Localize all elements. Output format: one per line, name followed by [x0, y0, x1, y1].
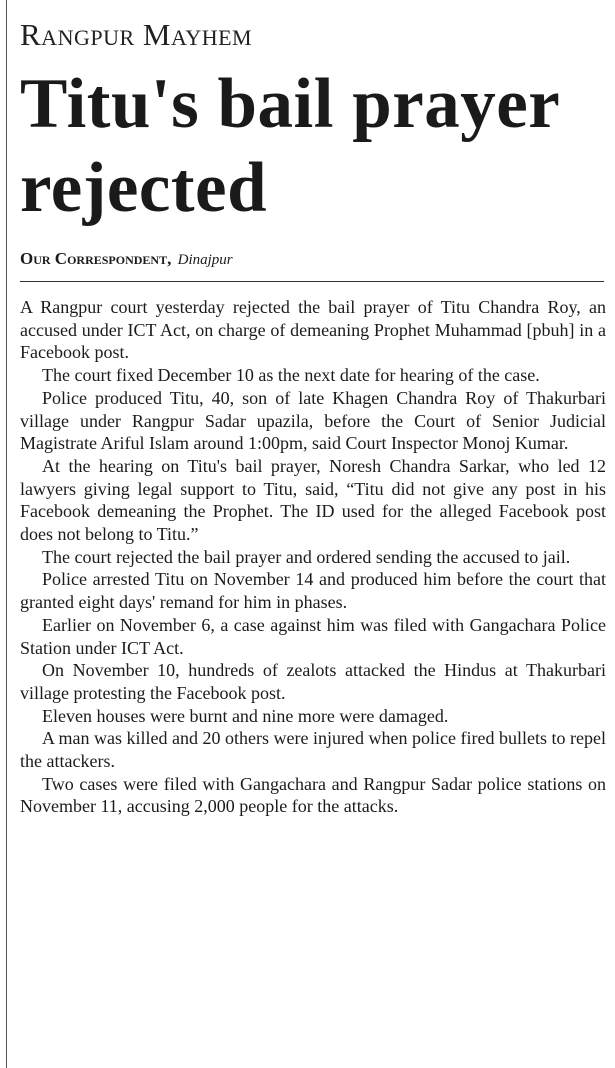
- news-article: [20, 0, 606, 818]
- body-paragraph: Police produced Titu, 40, son of late Khagen Chandra Roy of Thakurbari village under Rangpur Sadar upazila, before the Court of Senior Judicial Magistrate Ariful Islam around 1:00pm, said Court Inspector Monoj Kumar.: [20, 387, 606, 454]
- article-byline: [20, 248, 606, 271]
- body-paragraph: At the hearing on Titu's bail prayer, Noresh Chandra Sarkar, who led 12 lawyers giving legal support to Titu, said, “Titu did not give any post in his Facebook demeaning the Prophet. The ID used for the alleged Facebook post does not belong to Titu.”: [20, 455, 606, 545]
- headline-line-1: Titu's bail prayer: [20, 65, 561, 143]
- byline-location: Dinajpur: [177, 252, 233, 268]
- body-paragraph: A Rangpur court yesterday rejected the bail prayer of Titu Chandra Roy, an accused under ICT Act, on charge of demeaning Prophet Muhammad [pbuh] in a Facebook post.: [20, 297, 606, 363]
- body-paragraph: On November 10, hundreds of zealots attacked the Hindus at Thakurbari village protesting the Facebook post.: [20, 660, 606, 703]
- body-paragraph: Eleven houses were burnt and nine more were damaged.: [42, 705, 449, 726]
- headline-line-2: rejected: [20, 149, 268, 227]
- column-left-rule: [6, 0, 7, 1068]
- body-paragraph: Two cases were filed with Gangachara and Rangpur Sadar police stations on November 11, accusing 2,000 people for the attacks.: [20, 773, 606, 817]
- article-headline: [20, 62, 606, 230]
- body-paragraph: A man was killed and 20 others were injured when police fired bullets to repel the attackers.: [20, 728, 606, 772]
- body-paragraph: Police arrested Titu on November 14 and produced him before the court that granted eight days' remand for him in phases.: [20, 569, 606, 613]
- byline-author: Our Correspondent,: [20, 249, 172, 268]
- body-paragraph: The court fixed December 10 as the next date for hearing of the case.: [42, 365, 540, 386]
- article-kicker: Rangpur Mayhem: [20, 17, 253, 52]
- byline-divider: [20, 281, 604, 282]
- body-paragraph: Earlier on November 6, a case against him was filed with Gangachara Police Station under ICT Act.: [20, 614, 606, 658]
- article-body: [20, 296, 606, 818]
- body-paragraph: The court rejected the bail prayer and ordered sending the accused to jail.: [42, 546, 571, 567]
